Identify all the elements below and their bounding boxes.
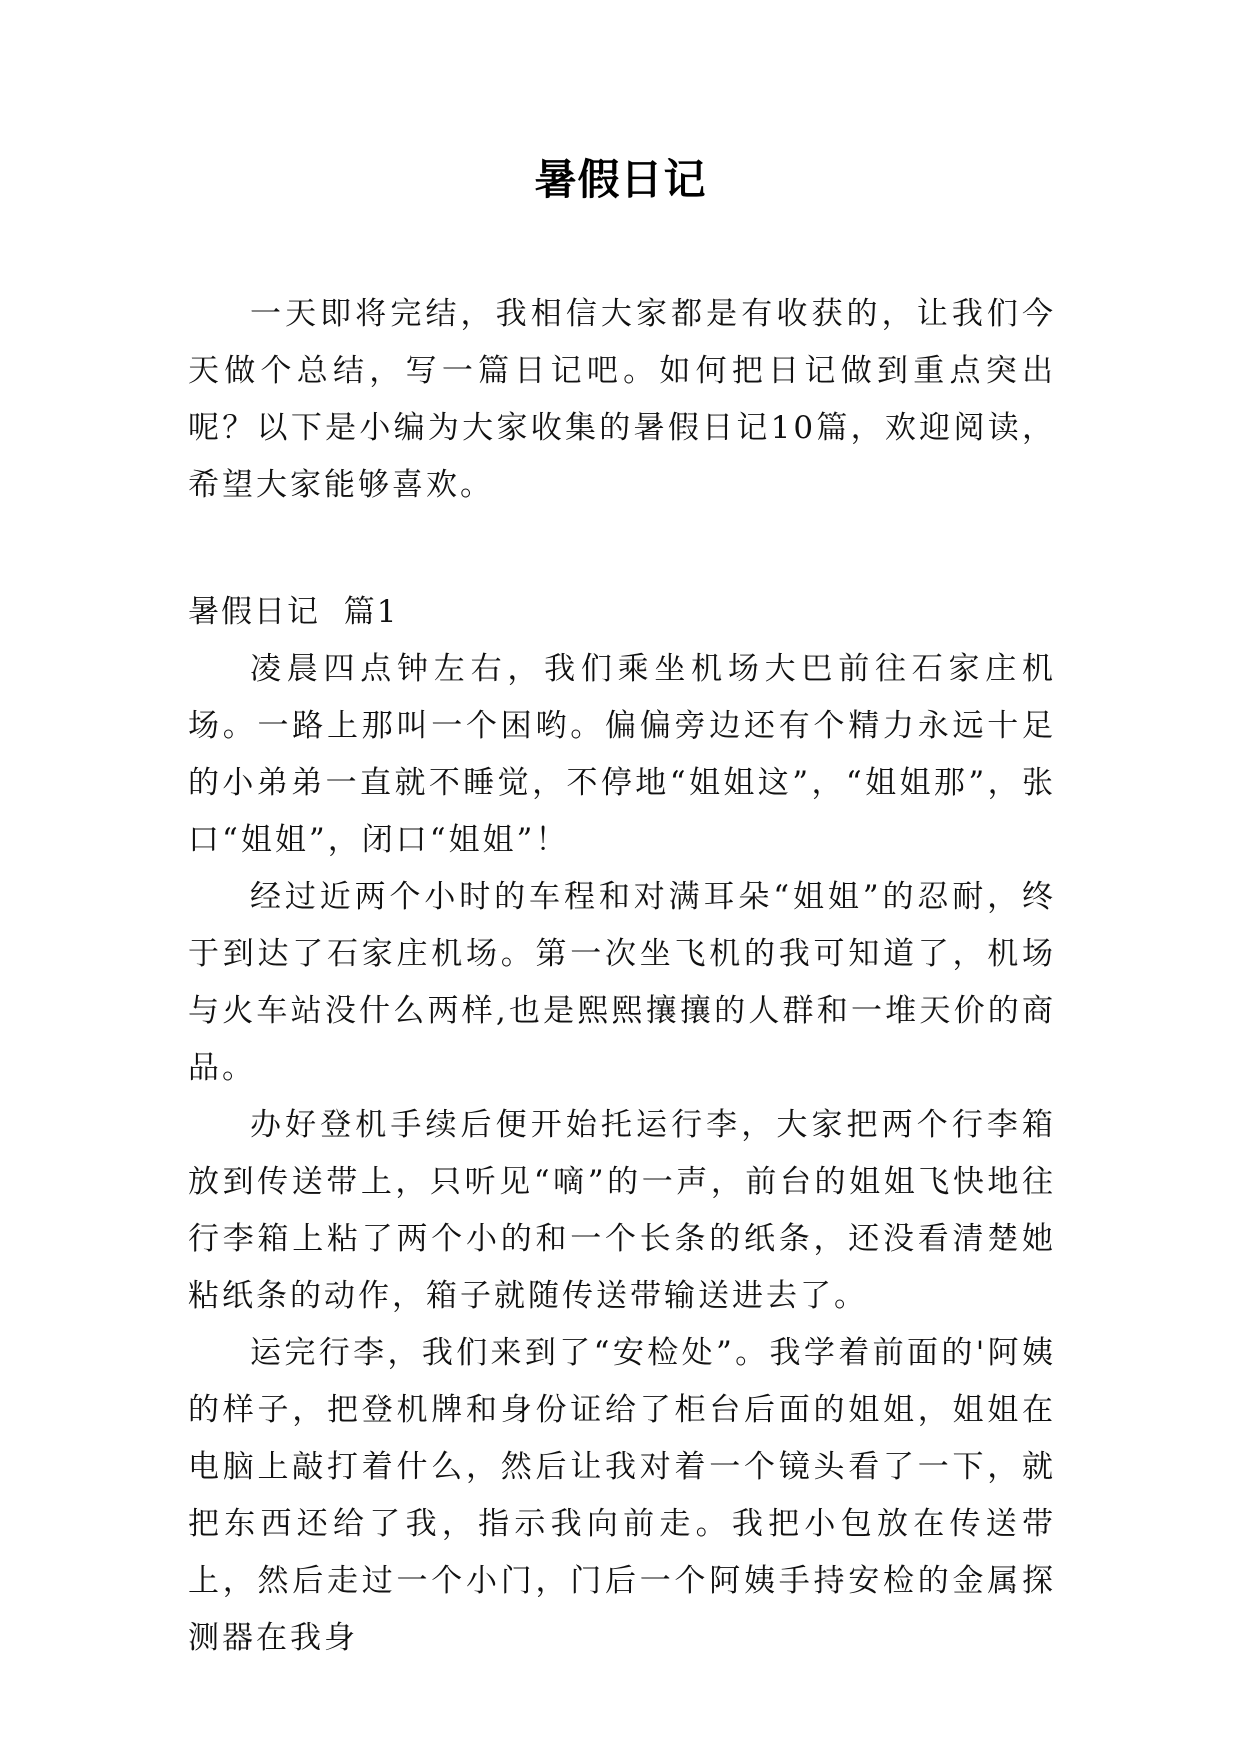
section-heading: 暑假日记 篇1 [188, 594, 399, 630]
section-paragraph-3: 办好登机手续后便开始托运行李，大家把两个行李箱放到传送带上，只听见“嘀”的一声，前台的姐姐飞快地往行李箱上粘了两个小的和一个长条的纸条，还没看清楚她粘纸条的动作，箱子就随传送带输送进去了。 [188, 1107, 1056, 1314]
section-paragraph-2: 经过近两个小时的车程和对满耳朵“姐姐”的忍耐，终于到达了石家庄机场。第一次坐飞机的我可知道了，机场与火车站没什么两样,也是熙熙攘攘的人群和一堆天价的商品。 [188, 879, 1056, 1086]
section-paragraph-4: 运完行李，我们来到了“安检处”。我学着前面的'阿姨的样子，把登机牌和身份证给了柜台后面的姐姐，姐姐在电脑上敲打着什么，然后让我对着一个镜头看了一下，就把东西还给了我，指示我向前走。我把小包放在传送带上，然后走过一个小门，门后一个阿姨手持安检的金属探测器在我身 [188, 1335, 1056, 1656]
intro-block [188, 286, 1056, 514]
section-1 [188, 584, 1056, 1667]
section-paragraph-1: 凌晨四点钟左右，我们乘坐机场大巴前往石家庄机场。一路上那叫一个困哟。偏偏旁边还有个精力永远十足的小弟弟一直就不睡觉，不停地“姐姐这”，“姐姐那”，张口“姐姐”，闭口“姐姐”！ [188, 651, 1056, 858]
intro-paragraph: 一天即将完结，我相信大家都是有收获的，让我们今天做个总结，写一篇日记吧。如何把日记做到重点突出呢？以下是小编为大家收集的暑假日记10篇，欢迎阅读，希望大家能够喜欢。 [188, 296, 1056, 503]
document-title: 暑假日记 [534, 155, 707, 204]
